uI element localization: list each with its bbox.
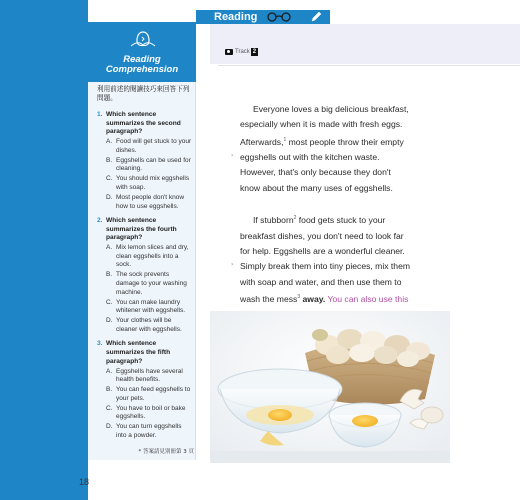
glasses-icon	[266, 12, 292, 22]
option-letter: D.	[106, 423, 113, 431]
option-letter: D.	[106, 317, 113, 325]
option-letter: D.	[106, 193, 113, 201]
cd-icon	[225, 49, 233, 55]
option-letter: C.	[106, 175, 113, 183]
answer-option[interactable]	[97, 271, 193, 297]
answer-option[interactable]	[97, 405, 193, 422]
question-number: 2.	[97, 217, 103, 225]
option-text: Mix lemon slices and dry, clean eggshells into a sock.	[116, 244, 189, 269]
option-text: Eggshells can be used for cleaning.	[116, 156, 191, 173]
header-band	[210, 24, 520, 64]
answer-option[interactable]	[97, 157, 193, 174]
option-text: You can make laundry whitener with eggshells.	[116, 298, 186, 315]
answer-option[interactable]	[97, 138, 193, 155]
option-letter: B.	[106, 386, 113, 394]
question-list	[97, 111, 193, 446]
option-text: Food will get stuck to your dishes.	[116, 138, 192, 154]
answer-option[interactable]	[97, 423, 193, 440]
answer-footnote: * 答案請見別冊第 3 頁	[138, 449, 194, 455]
comprehension-title	[92, 55, 192, 75]
option-letter: B.	[106, 271, 113, 279]
highlighted-sentence: You can also use this	[327, 294, 409, 305]
track-label: Track	[235, 48, 250, 55]
option-letter: B.	[106, 156, 113, 164]
option-text: Eggshells have several health benefits.	[116, 367, 183, 384]
option-text: The sock prevents damage to your washing machine.	[116, 271, 187, 296]
reading-tab-label: Reading	[214, 11, 258, 23]
instruction-text: 利用前述的閱讀技巧來回答下列問題。	[97, 85, 190, 102]
question-stem	[97, 217, 193, 243]
line-marker-icon: ›	[231, 152, 234, 159]
left-blue-strip	[0, 0, 88, 500]
option-letter: A.	[106, 367, 113, 375]
divider	[218, 65, 520, 66]
answer-option[interactable]	[97, 299, 193, 316]
option-letter: A.	[106, 138, 113, 146]
option-letter: C.	[106, 298, 113, 306]
question-text: Which sentence summarizes the fourth paragraph?	[106, 217, 177, 242]
answer-option[interactable]	[97, 368, 193, 385]
question-stem	[97, 340, 193, 366]
page-number: 18	[79, 477, 90, 487]
question-item	[97, 111, 193, 211]
track-number: 2	[252, 48, 257, 55]
answer-option[interactable]	[97, 317, 193, 334]
title-line-2: Comprehension	[105, 64, 179, 75]
option-text: You can feed eggshells to your pets.	[116, 386, 191, 402]
eggs-photo	[210, 311, 450, 463]
option-text: Your clothes will be cleaner with eggshells.	[116, 317, 182, 333]
question-number: 3.	[97, 340, 103, 348]
option-letter: A.	[106, 244, 113, 252]
question-item	[97, 217, 193, 334]
option-text: You have to boil or bake eggshells.	[116, 404, 186, 421]
pencil-icon	[309, 10, 323, 24]
option-letter: C.	[106, 404, 113, 412]
question-stem	[97, 111, 193, 137]
answer-option[interactable]	[97, 175, 193, 192]
option-text: You can turn eggshells into a powder.	[116, 423, 182, 439]
question-text: Which sentence summarizes the second paragraph?	[106, 111, 181, 136]
paragraph-2: If stubborn$^2$ food gets stuck to your breakfast dishes, you don't need to look far for help. Eggshells are a wonderful cleaner. Simply break them into tiny pieces, mix them with soap and water, and then use them to wash the mess$^3$ away. You can also use this	[240, 211, 412, 355]
line-marker-icon: ›	[231, 261, 234, 268]
title-line-1: Reading	[123, 54, 161, 65]
egg-icon	[130, 28, 156, 54]
question-text: Which sentence summarizes the fifth paragraph?	[106, 340, 171, 365]
question-item	[97, 340, 193, 440]
option-text: You should mix eggshells with soap.	[116, 175, 190, 191]
answer-option[interactable]	[97, 194, 193, 211]
answer-option[interactable]	[97, 386, 193, 403]
question-number: 1.	[97, 111, 103, 118]
paragraph-1: Everyone loves a big delicious breakfast, especially when it is made with fresh eggs. Afterwards,$^1$ most people throw their empty eggshells out with the kitchen waste. However, that's only because they don't know about the many uses of eggshells.	[240, 104, 409, 193]
option-text: Most people don't know how to use eggshells.	[116, 193, 185, 210]
answer-option[interactable]	[97, 244, 193, 270]
audio-track-badge[interactable]	[225, 47, 258, 56]
